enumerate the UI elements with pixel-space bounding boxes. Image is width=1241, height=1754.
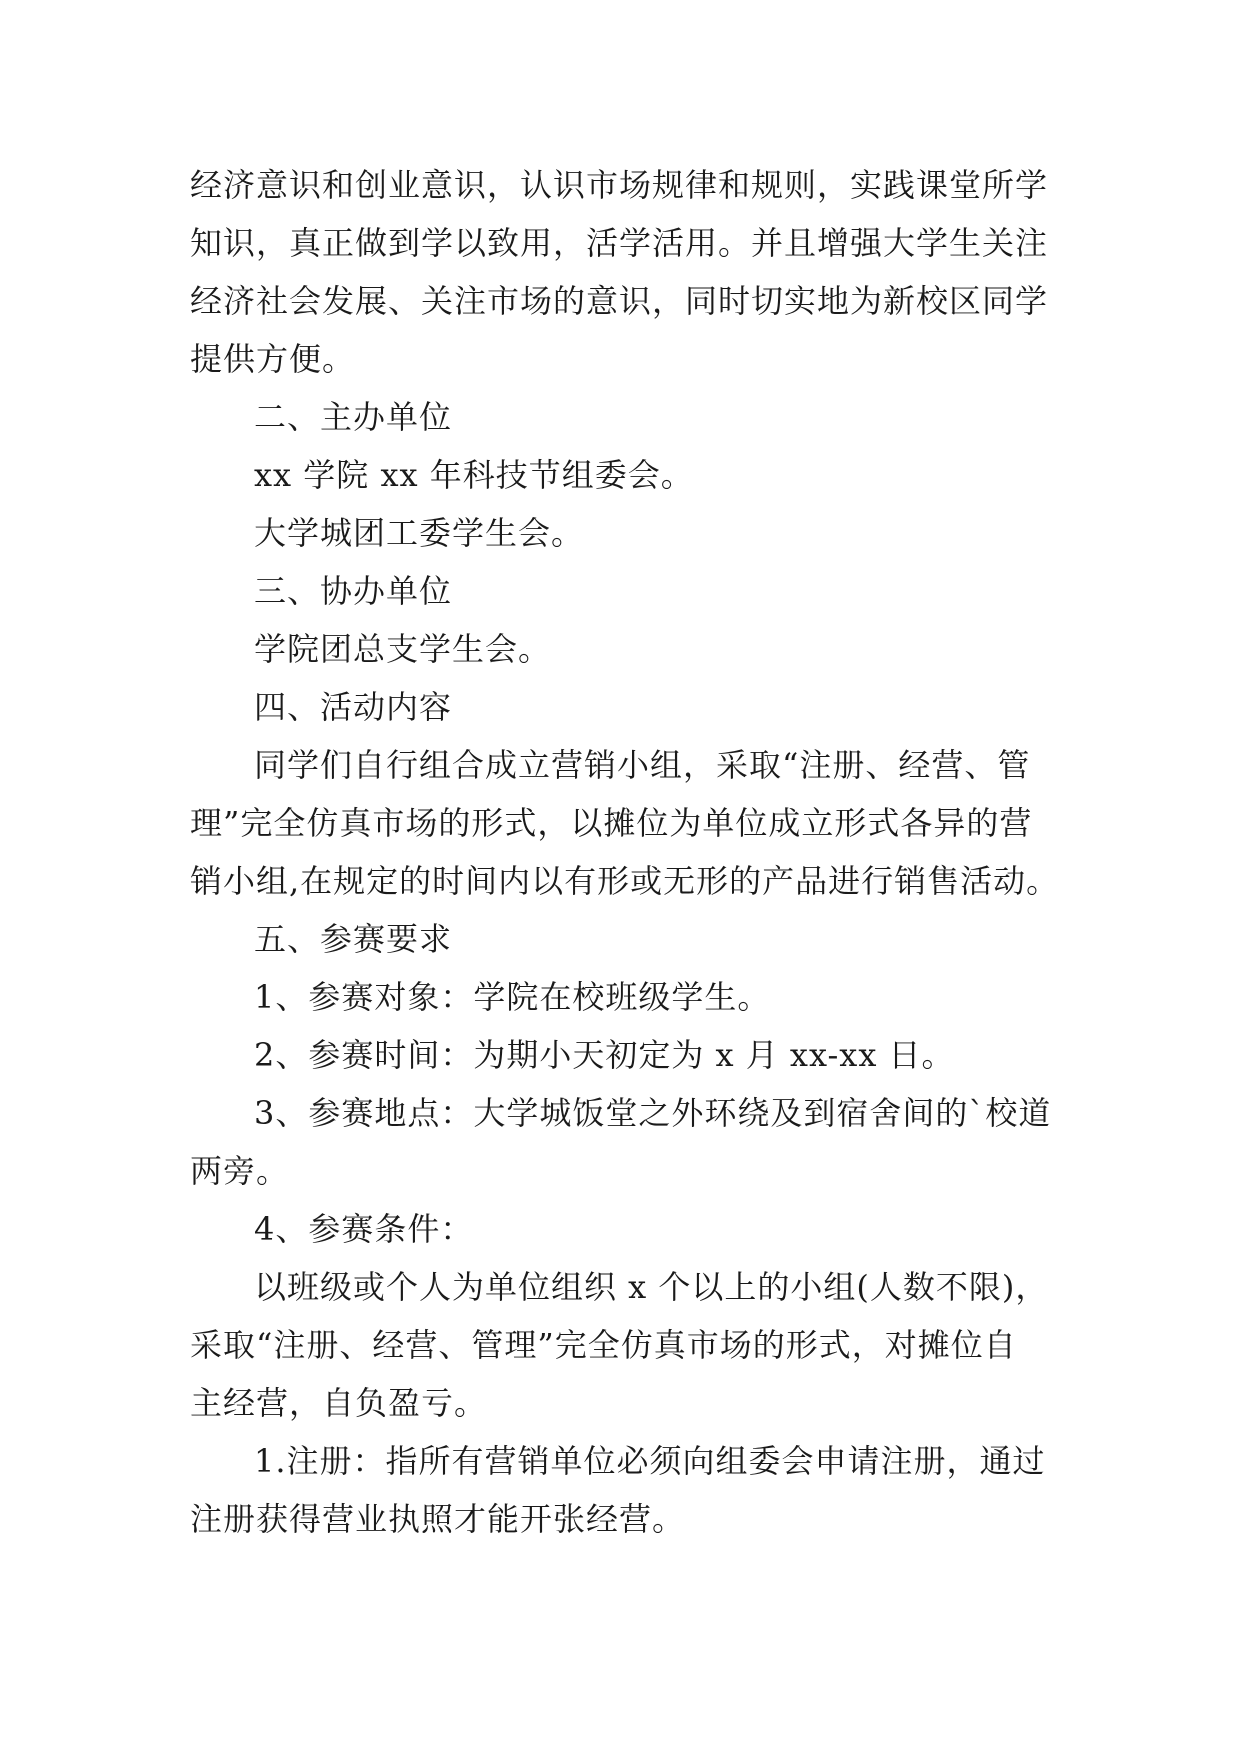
text-line: 1、参赛对象：学院在校班级学生。 — [254, 978, 771, 1016]
document-body — [190, 156, 1060, 1548]
section-heading-requirements — [190, 910, 1050, 968]
text-line: 2、参赛时间：为期小天初定为 x 月 xx-xx 日。 — [254, 1036, 955, 1074]
paragraph-co-organizer — [190, 620, 1050, 678]
paragraph-organizer-2 — [190, 504, 1050, 562]
text-line: xx 学院 xx 年科技节组委会。 — [254, 456, 694, 494]
text-line: 经济社会发展、关注市场的意识，同时切实地为新校区同学 — [190, 282, 1049, 320]
text-line: 以班级或个人为单位组织 x 个以上的小组(人数不限)， — [254, 1268, 1049, 1306]
paragraph-registration — [190, 1432, 1050, 1548]
text-line: 主经营，自负盈亏。 — [190, 1384, 488, 1422]
paragraph-purpose — [190, 156, 1050, 388]
text-line: 理”完全仿真市场的形式，以摊位为单位成立形式各异的营 — [190, 804, 1033, 842]
list-item-participants — [190, 968, 1050, 1026]
paragraph-organizer-1 — [190, 446, 1050, 504]
list-item-conditions — [190, 1200, 1050, 1258]
text-line: 知识，真正做到学以致用，活学活用。并且增强大学生关注 — [190, 224, 1049, 262]
text-line: 注册获得营业执照才能开张经营。 — [190, 1500, 686, 1538]
section-heading-organizer — [190, 388, 1050, 446]
heading-text: 二、主办单位 — [254, 398, 453, 436]
section-heading-co-organizer — [190, 562, 1050, 620]
heading-text: 五、参赛要求 — [254, 920, 453, 958]
text-line: 1.注册：指所有营销单位必须向组委会申请注册，通过 — [254, 1442, 1046, 1480]
paragraph-activity — [190, 736, 1060, 910]
list-item-time — [190, 1026, 1050, 1084]
text-line: 销小组,在规定的时间内以有形或无形的产品进行销售活动。 — [190, 862, 1060, 900]
section-heading-activity — [190, 678, 1050, 736]
list-item-location — [190, 1084, 1050, 1200]
text-line: 学院团总支学生会。 — [254, 630, 552, 668]
text-line: 两旁。 — [190, 1152, 290, 1190]
paragraph-conditions — [190, 1258, 1050, 1432]
text-line: 同学们自行组合成立营销小组，采取“注册、经营、管 — [254, 746, 1031, 784]
heading-text: 三、协办单位 — [254, 572, 453, 610]
text-line: 4、参赛条件： — [254, 1210, 474, 1248]
text-line: 大学城团工委学生会。 — [254, 514, 585, 552]
text-line: 经济意识和创业意识，认识市场规律和规则，实践课堂所学 — [190, 166, 1049, 204]
heading-text: 四、活动内容 — [254, 688, 453, 726]
text-line: 3、参赛地点：大学城饭堂之外环绕及到宿舍间的`校道 — [254, 1094, 1052, 1132]
text-line: 提供方便。 — [190, 340, 356, 378]
text-line: 采取“注册、经营、管理”完全仿真市场的形式，对摊位自 — [190, 1326, 1017, 1364]
